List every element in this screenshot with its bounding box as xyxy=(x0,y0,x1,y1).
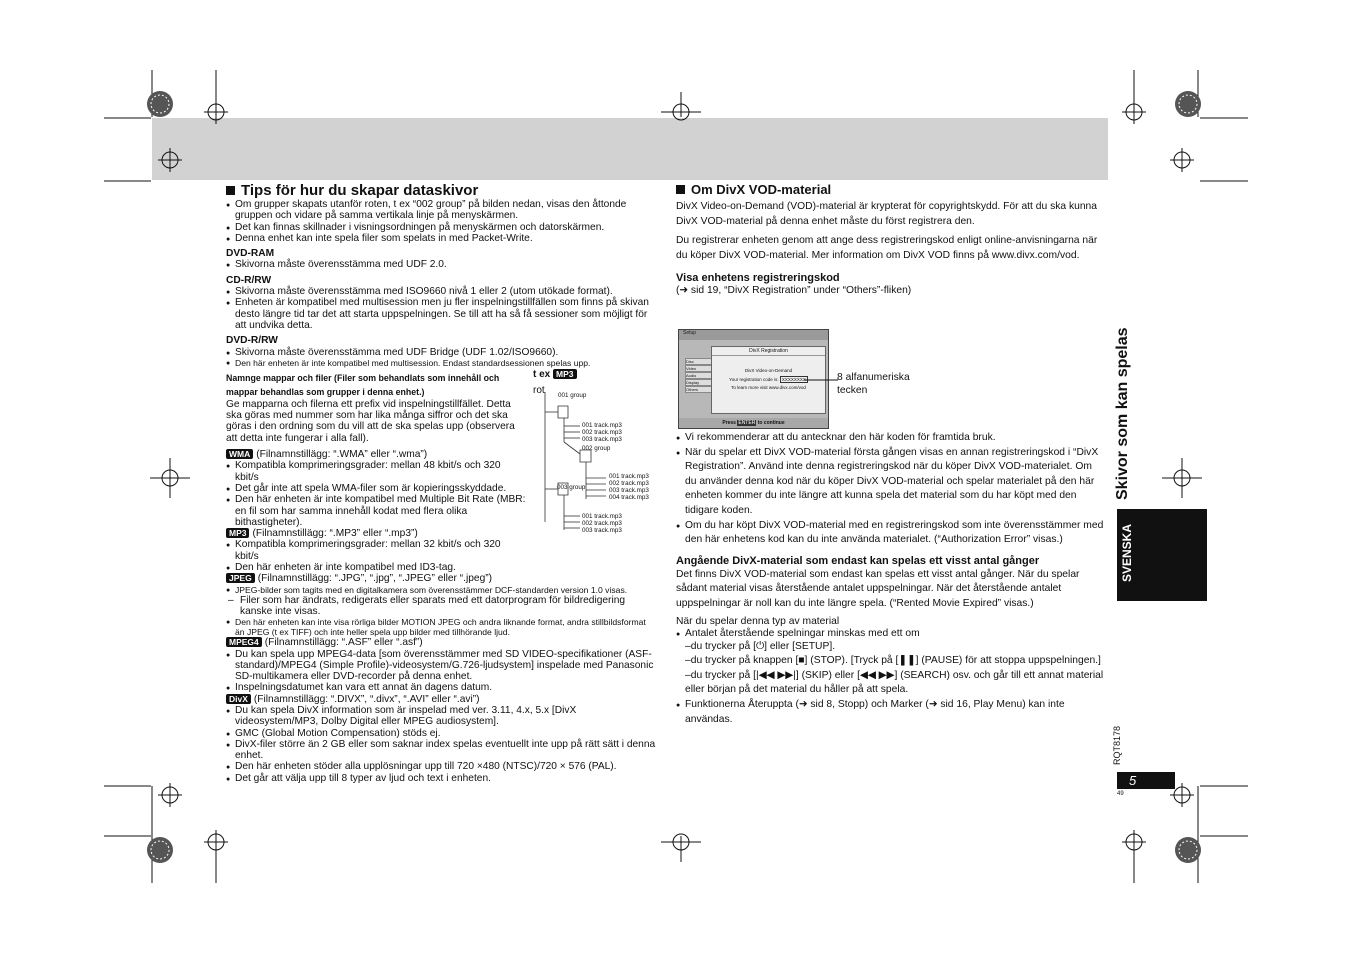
when-dash: –du trycker på [|◀◀ ▶▶|] (SKIP) eller [◀◀ ▶▶] (SEARCH) osv. och går till ett annat material eller början på det material du håller på att spela. xyxy=(685,669,1104,696)
tree-file: 003 track.mp3 xyxy=(582,436,622,443)
square-bullet-icon xyxy=(676,185,685,194)
screen-setup-bar: Setup xyxy=(679,330,828,340)
limited-text: Det finns DivX VOD-material som endast kan spelas ett visst antal gånger. När du spelar sådant material visas återstående antalet uppspelningar. När det återstående antalet uppspelningar är noll kan du inte längre spela. (“Rented Movie Expired” visas.) xyxy=(676,568,1080,609)
screen-dialog-title: DivX Registration xyxy=(712,347,825,356)
divx-item: ● GMC (Global Motion Compensation) stöds ej. xyxy=(226,728,656,739)
tree-file: 004 track.mp3 xyxy=(609,494,649,501)
intro-item: ● Om grupper skapats utanför roten, t ex “002 group” på bilden nedan, visas den åttonde gruppen och vidare på samma vertikala linje på menyskärmen. xyxy=(226,199,656,222)
mp3-badge: MP3 xyxy=(226,528,249,538)
when-bullet: ● Antalet återstående spelningar minskas med ett om xyxy=(676,628,1106,640)
dvdram-item: ● Skivorna måste överensstämma med UDF 2.0. xyxy=(226,259,656,270)
callout-text: 8 alfanumeriska tecken xyxy=(837,372,910,396)
vod-bullet: ● Vi rekommenderar att du antecknar den här koden för framtida bruk. xyxy=(676,431,1106,446)
tree-file: 001 track.mp3 xyxy=(582,422,622,429)
enter-key-icon: ENTER xyxy=(738,420,756,426)
jpeg-item: – Filer som har ändrats, redigerats eller sparats med ett datorprogram för bildredigering kanske inte visas. xyxy=(226,595,656,618)
when-dash: –du trycker på knappen [■] (STOP). [Tryck på [❚❚] (PAUSE) för att stoppa uppspelningen.] xyxy=(685,655,1101,667)
tree-file-list xyxy=(582,422,622,443)
naming-text: Ge mapparna och filerna ett prefix vid inspelningstillfället. Detta ska göras med nummer som har lika många siffror och det ska göras i den ordning som du vill att de ska spelas upp (observera att detta inte fungerar i alla fall). xyxy=(226,398,515,444)
visa-ref: (➜ sid 19, “DivX Registration” under “Others”-fliken) xyxy=(676,285,912,297)
mp3-line: MP3 (Filnamnstillägg: “.MP3” eller “.mp3”) xyxy=(226,528,526,539)
dvdram-heading: DVD-RAM xyxy=(226,248,275,260)
vod-bullet: ● Funktionerna Återuppta (➜ sid 8, Stopp) och Marker (➜ sid 16, Play Menu) kan inte användas. xyxy=(676,698,1106,727)
visa-heading: Visa enhetens registreringskod xyxy=(676,272,840,285)
screen-menu-item: Disc xyxy=(685,358,713,365)
right-column xyxy=(676,182,1106,299)
naming-heading: Namnge mappar och filer (Filer som behandlats som innehåll och mappar behandlas som grupper i denna enhet.) xyxy=(226,372,500,397)
screen-menu-item: Display xyxy=(685,379,713,386)
dvdrrw-heading: DVD-R/RW xyxy=(226,335,278,347)
when-text: När du spelar denna typ av material xyxy=(676,615,840,627)
wma-badge: WMA xyxy=(226,449,253,459)
screen-learn: To learn more visit www.divx.com/vod xyxy=(731,385,806,390)
tree-caption: t ex MP3 xyxy=(533,369,580,380)
cdrw-item: ● Enheten är kompatibel med multisession men ju fler inspelningstillfällen som finns på skivan desto längre tid tar det att starta uppspelningen. Se till att ha så få sessioner som möjligt för att undvika detta. xyxy=(226,297,656,331)
tree-file: 001 track.mp3 xyxy=(609,473,649,480)
screen-menu-item: Others xyxy=(685,386,713,393)
callout-line xyxy=(804,370,840,384)
cdrw-item: ● Skivorna måste överensstämma med ISO9660 nivå 1 eller 2 (utom utökade format). xyxy=(226,286,656,297)
tree-file: 002 track.mp3 xyxy=(609,480,649,487)
jpeg-line: JPEG (Filnamnstillägg: “.JPG”, “.jpg”, “.JPEG” eller “.jpeg”) xyxy=(226,573,656,584)
mpeg4-item: ● Du kan spela upp MPEG4-data [som överensstämmer med SD VIDEO-specifikationer (ASF-standard)/MPEG4 (Simple Profile)-videosystem/G.726-ljudsystem] inspelade med Panasonic SD-multikamera eller DVD-recorder på denna enhet. xyxy=(226,649,656,683)
dvdrrw-item: ● Den här enheten är inte kompatibel med multisession. Endast standardsessionen spelas upp. xyxy=(226,358,656,368)
left-title: Tips för hur du skapar dataskivor xyxy=(226,182,478,199)
screen-menu-item: Video xyxy=(685,365,713,372)
screen-code: XXXXXXXX xyxy=(781,377,806,382)
mp3-item: ● Den här enheten är inte kompatibel med ID3-tag. xyxy=(226,562,526,573)
tree-file-list xyxy=(582,513,622,534)
jpeg-badge: JPEG xyxy=(226,573,255,583)
tree-group-label: 001 group xyxy=(558,392,587,399)
tree-group-label: 002 group xyxy=(582,445,611,452)
screen-menu-item: Audio xyxy=(685,372,713,379)
cdrw-heading: CD-R/RW xyxy=(226,274,272,286)
limited-heading: Angående DivX-material som endast kan spelas ett visst antal gånger xyxy=(676,554,1040,567)
divx-item: ● Du kan spela DivX information som är inspelad med ver. 3.11, 4.x, 5.x [DivX videosystem/MP3, Dolby Digital eller MPEG audiosystem]. xyxy=(226,705,656,728)
jpeg-item: ● Den här enheten kan inte visa rörliga bilder MOTION JPEG och andra liknande format, andra stillbildsformat än JPEG (t ex TIFF) och inte heller spela upp bilder med tillhörande ljud. xyxy=(226,617,656,637)
jpeg-item: ● JPEG-bilder som tagits med en digitalkamera som överensstämmer DCF-standarden version 1.0 visas. xyxy=(226,585,656,595)
wma-line: WMA (Filnamnstillägg: “.WMA” eller “.wma”) xyxy=(226,449,526,460)
divx-item: ● DivX-filer större än 2 GB eller som saknar index spelas eventuellt inte upp på rätt sätt i denna enhet. xyxy=(226,739,656,762)
tree-file-list xyxy=(609,473,649,501)
tree-file: 002 track.mp3 xyxy=(582,429,622,436)
vod-intro: DivX Video-on-Demand (VOD)-material är krypterat för copyrightskydd. För att du ska kunna DivX VOD-material på denna enhet måste du först registrera den. xyxy=(676,201,1098,227)
square-bullet-icon xyxy=(226,186,235,195)
mpeg4-line: MPEG4 (Filnamnstillägg: “.ASF” eller “.asf”) xyxy=(226,637,656,648)
screen-vod-label: DivX Video-on-Demand xyxy=(744,368,793,373)
wma-item: ● Kompatibla komprimeringsgrader: mellan 48 kbit/s och 320 kbit/s xyxy=(226,460,526,483)
tree-mp3-badge: MP3 xyxy=(553,369,576,379)
screen-footer: Press ENTER to continue xyxy=(679,418,828,428)
intro-item: ● Denna enhet kan inte spela filer som spelats in med Packet-Write. xyxy=(226,233,656,244)
right-bullets xyxy=(676,431,1106,727)
tree-file: 002 track.mp3 xyxy=(582,520,622,527)
divx-badge: DivX xyxy=(226,694,251,704)
when-dash: –du trycker på [⏻] eller [SETUP]. xyxy=(685,640,836,652)
intro-item: ● Det kan finnas skillnader i visningsordningen på menyskärmen och datorskärmen. xyxy=(226,222,656,233)
tree-lines xyxy=(540,392,630,532)
dvdrrw-item: ● Skivorna måste överensstämma med UDF Bridge (UDF 1.02/ISO9660). xyxy=(226,347,656,358)
model-number: RQT8178 xyxy=(1112,725,1122,765)
right-title: Om DivX VOD-material xyxy=(676,182,1106,197)
tree-root: rot xyxy=(533,385,545,396)
vod-register: Du registrerar enheten genom att ange dess registreringskod enligt online-anvisningarna när du köper DivX VOD-material. Mer information om DivX VOD finns på www.divx.com/vod. xyxy=(676,235,1098,261)
tree-file: 003 track.mp3 xyxy=(582,527,622,534)
screen-code-row: Your registration code is: XXXXXXXX xyxy=(729,377,806,382)
tree-group-label: 003 group xyxy=(557,484,586,491)
wma-item: ● Det går inte att spela WMA-filer som är kopieringsskyddade. xyxy=(226,483,526,494)
page-number: 5 xyxy=(1117,772,1175,789)
mpeg4-item: ● Inspelningsdatumet kan vara ett annat än dagens datum. xyxy=(226,682,656,693)
tree-file: 003 track.mp3 xyxy=(609,487,649,494)
vod-bullet: ● Om du har köpt DivX VOD-material med en registreringskod som inte överensstämmer med den här enhetens kod kan du inte använda materialet. (“Authorization Error” visas.) xyxy=(676,519,1106,548)
divx-line: DivX (Filnamnstillägg: “.DIVX”, “.divx”, “.AVI” eller “.avi”) xyxy=(226,694,656,705)
mpeg4-badge: MPEG4 xyxy=(226,637,262,647)
language-label: SVENSKA xyxy=(1120,523,1134,582)
resolution-item: ● Den här enheten stöder alla upplösningar upp till 720 ×480 (NTSC)/720 × 576 (PAL). xyxy=(226,761,656,772)
tree-file: 001 track.mp3 xyxy=(582,513,622,520)
tracks-item: ● Det går att välja upp till 8 typer av ljud och text i enheten. xyxy=(226,773,656,784)
vod-bullet: ● När du spelar ett DivX VOD-material första gången visas en annan registreringskod i “DivX Registration”. Använd inte denna registreringskod när du köper DivX VOD-materialet. Om du använder denna kod när du köper DivX VOD-material och spelar materialet på den här enheten kommer du inte längre att kunna spela det material som du har köpt med den tidigare koden. xyxy=(676,446,1106,519)
mp3-item: ● Kompatibla komprimeringsgrader: mellan 32 kbit/s och 320 kbit/s xyxy=(226,539,526,562)
small-page-number: 49 xyxy=(1117,791,1124,797)
section-title: Skivor som kan spelas xyxy=(1114,327,1131,500)
wma-item: ● Den här enheten är inte kompatibel med Multiple Bit Rate (MBR: en fil som har samma innehåll kodat med flera olika bithastigheter). xyxy=(226,494,526,528)
